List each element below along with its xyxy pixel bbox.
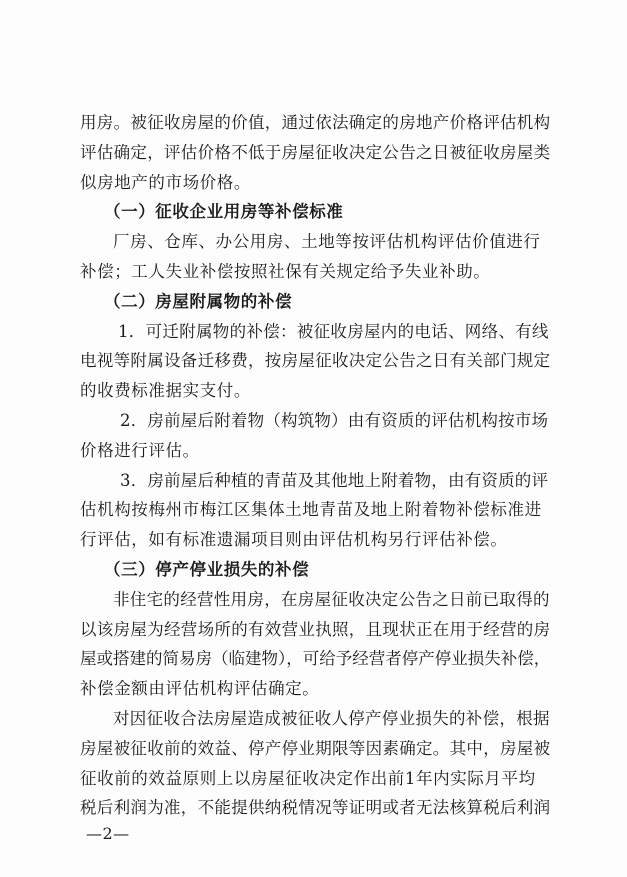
- text-line: 用房。被征收房屋的价值，通过依法确定的房地产价格评估机构: [80, 113, 551, 132]
- text-line: 厂房、仓库、办公用房、土地等按评估机构评估价值进行: [113, 232, 541, 252]
- text-line: 房屋被征收前的效益、停产停业期限等因素确定。其中，房屋被: [80, 738, 551, 758]
- page-number: —2—: [86, 824, 130, 843]
- section-heading: （三）停产停业损失的补偿: [104, 559, 310, 579]
- text-line: 2．房前屋后附着物（构筑物）由有资质的评估机构按市场: [120, 410, 549, 430]
- text-line: 3．房前屋后种植的青苗及其他地上附着物，由有资质的评: [120, 470, 549, 490]
- text-line: 似房地产的市场价格。: [80, 172, 251, 192]
- text-line: 1．可迁附属物的补偿：被征收房屋内的电话、网络、有线: [118, 321, 549, 341]
- document-body: [80, 108, 550, 823]
- text-line: 非住宅的经营性用房，在房屋征收决定公告之日前已取得的: [113, 589, 550, 609]
- text-line: 价格进行评估。: [80, 440, 200, 460]
- text-line: 电视等附属设备迁移费，按房屋征收决定公告之日有关部门规定: [80, 351, 551, 371]
- text-line: 对因征收合法房屋造成被征收人停产停业损失的补偿，根据: [113, 708, 550, 728]
- text-line: 屋或搭建的简易房（临建物），可给予经营者停产停业损失补偿，: [80, 649, 551, 669]
- text-line: 征收前的效益原则上以房屋征收决定作出前1年内实际月平均: [80, 768, 536, 788]
- text-line: 补偿金额由评估机构评估确定。: [80, 679, 320, 699]
- text-line: 估机构按梅州市梅江区集体土地青苗及地上附着物补偿标准进: [80, 500, 542, 520]
- section-heading: （一）征收企业用房等补偿标准: [104, 202, 344, 222]
- text-line: 的收费标准据实支付。: [80, 381, 251, 401]
- section-heading: （二）房屋附属物的补偿: [104, 291, 293, 311]
- text-line: 以该房屋为经营场所的有效营业执照，且现状正在用于经营的房: [80, 619, 551, 639]
- text-line: 评估确定，评估价格不低于房屋征收决定公告之日被征收房屋类: [80, 142, 551, 162]
- text-line: 税后利润为准，不能提供纳税情况等证明或者无法核算税后利润: [80, 798, 551, 818]
- text-line: 行评估，如有标准遗漏项目则由评估机构另行评估补偿。: [80, 530, 508, 550]
- text-line: 补偿；工人失业补偿按照社保有关规定给予失业补助。: [80, 261, 491, 281]
